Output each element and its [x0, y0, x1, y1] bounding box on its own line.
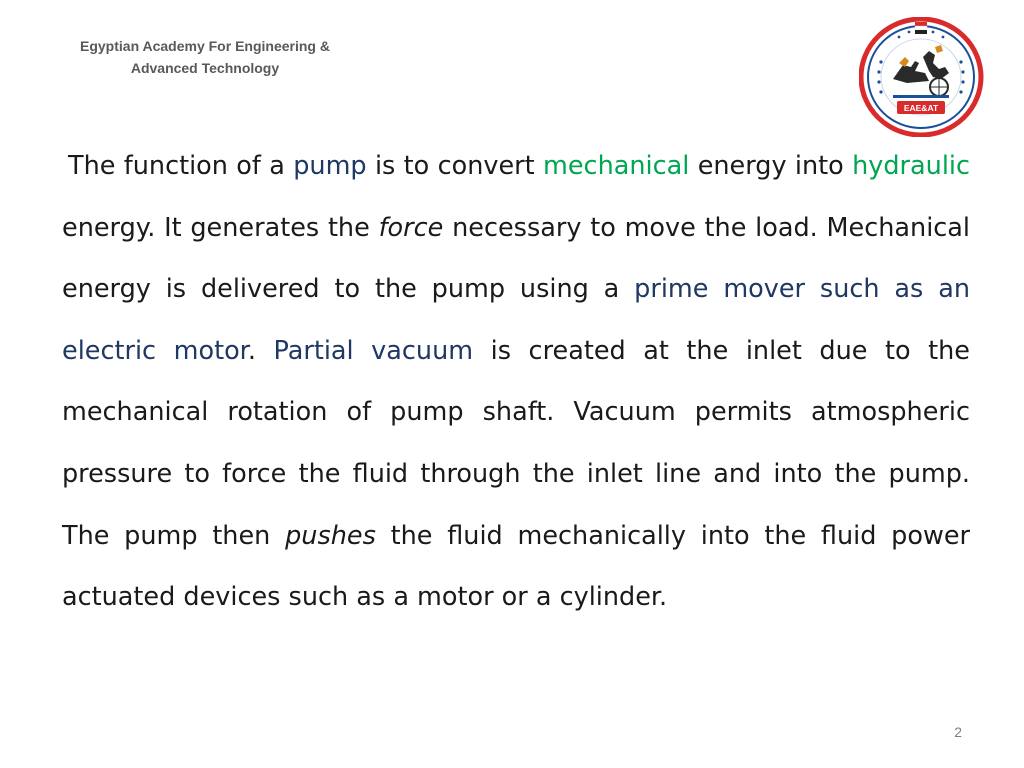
- highlight-prime-mover: prime mover such as an electric motor: [62, 274, 970, 366]
- logo-badge-text: EAE&AT: [903, 103, 939, 113]
- highlight-hydraulic: hydraulic: [852, 151, 971, 181]
- text-segment: The function of a: [68, 151, 294, 181]
- academy-logo: [859, 17, 984, 137]
- text-segment: necessary to move the load. Mechanical energy is delivered to the pump using a: [62, 212, 971, 305]
- highlight-partial-vacuum: Partial vacuum: [273, 335, 474, 366]
- highlight-pump: pump: [293, 151, 367, 181]
- text-segment: the fluid mechanically into the fluid power actuated devices such as a motor or a cylinder.: [62, 520, 971, 613]
- body-paragraph: [62, 136, 970, 629]
- academy-logo-emblem: [859, 17, 984, 137]
- text-segment: .: [247, 335, 274, 366]
- slide-number: 2: [954, 724, 962, 740]
- institution-name-line1: Egyptian Academy For Engineering &: [80, 38, 330, 54]
- institution-name: [70, 35, 340, 79]
- highlight-mechanical: mechanical: [543, 151, 690, 181]
- text-segment: energy into: [689, 151, 853, 181]
- text-segment: is to convert: [366, 151, 544, 181]
- text-segment: energy. It generates the: [62, 212, 379, 243]
- emphasis-force: force: [378, 212, 444, 243]
- text-segment: is created at the inlet due to the mechanical rotation of pump shaft. Vacuum permits atmospheric pressure to force the fluid through the inlet line and into the pump. The pump then: [62, 335, 970, 551]
- institution-name-line2: Advanced Technology: [130, 60, 280, 76]
- emphasis-pushes: pushes: [285, 520, 376, 551]
